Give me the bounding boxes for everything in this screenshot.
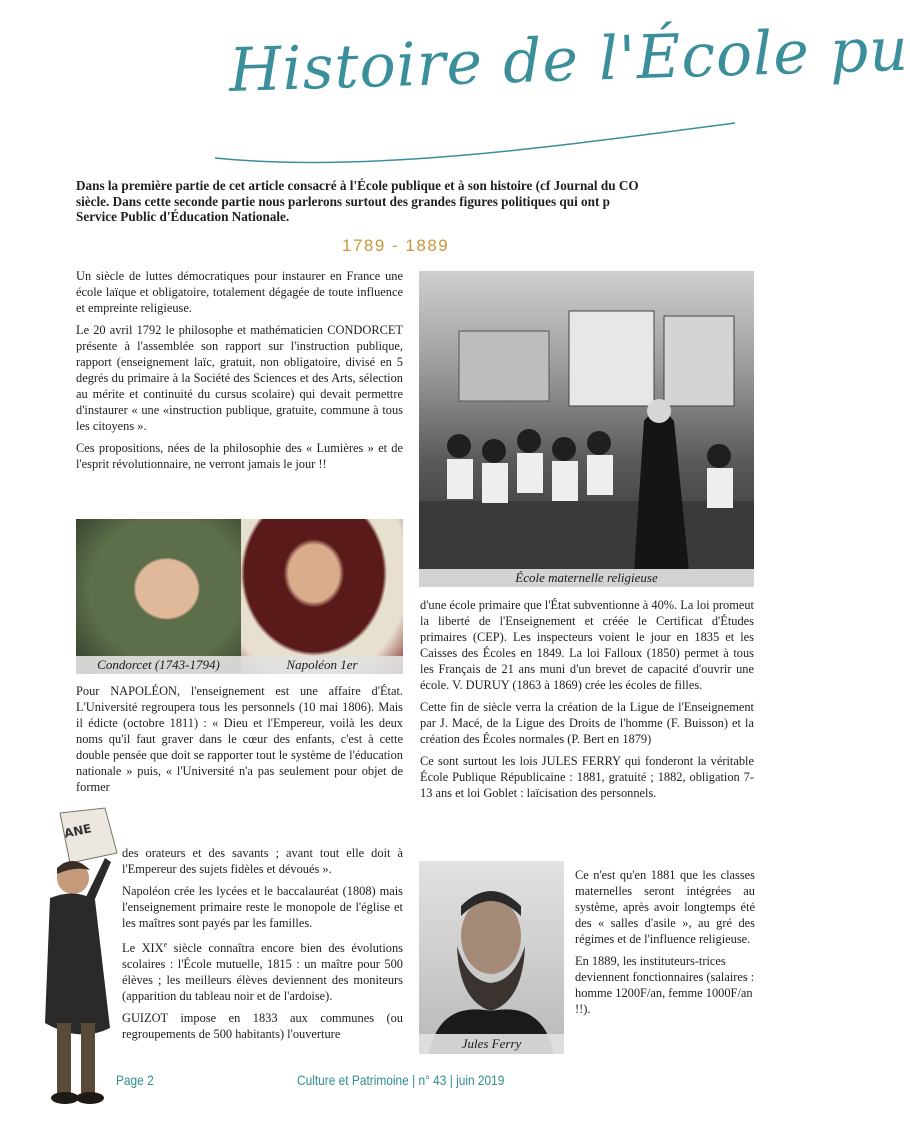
- jules-ferry-portrait: [419, 861, 564, 1054]
- paragraph-lumieres: Ces propositions, nées de la philosophie des « Lumières » et de l'esprit révolutionnaire, ne verront jamais le jour !!: [76, 441, 403, 471]
- page-title: Histoire de l'École pu: [228, 14, 910, 106]
- paragraph-ferry-lois: Ce sont surtout les lois JULES FERRY qui fonderont la véritable École Publique Républicaine : 1881, gratuité ; 1882, obligation 7-13 ans et loi Goblet : laïcisation des personnels.: [420, 754, 754, 800]
- napoleon-caption: Napoléon 1er: [241, 656, 403, 674]
- right-column-lower: [575, 867, 755, 1023]
- footer-page-number: Page 2: [116, 1072, 154, 1088]
- condorcet-caption: Condorcet (1743-1794): [76, 656, 241, 674]
- ferry-figure: [419, 861, 564, 1054]
- intro-line-3: Service Public d'Éducation Nationale.: [76, 209, 290, 224]
- left-column-top: [76, 268, 403, 478]
- left-column-napoleon: [76, 683, 403, 795]
- intro-line-2: siècle. Dans cette seconde partie nous parlerons surtout des grandes figures politiques qui ont p: [76, 193, 610, 209]
- classroom-caption: École maternelle religieuse: [419, 569, 754, 587]
- footer-publication: Culture et Patrimoine | n° 43 | juin 2019: [297, 1072, 505, 1088]
- period-heading: 1789 - 1889: [342, 236, 450, 255]
- classroom-scene: [419, 271, 754, 587]
- napoleon-portrait: [241, 519, 403, 674]
- condorcet-portrait: [76, 519, 241, 674]
- paragraph-napoleon-quote-end: des orateurs et des savants ; avant tout elle doit à l'Empereur des sujets fidèles et dévoués ».: [122, 846, 403, 876]
- paragraph-maternelles: Ce n'est qu'en 1881 que les classes maternelles seront intégrées au système, après avoir longtemps été des « salles d'asile », au gré des régimes et de l'influence religieuse.: [575, 868, 755, 946]
- ferry-caption: Jules Ferry: [419, 1034, 564, 1054]
- xix-prefix: Le XIX: [122, 941, 164, 956]
- classroom-photo: [419, 271, 754, 587]
- intro-paragraph: [76, 178, 836, 225]
- child-ane-illustration: [35, 808, 125, 1118]
- right-column: [420, 597, 754, 807]
- paragraph-guizot-cont: d'une école primaire que l'État subventionne à 40%. La loi promeut la liberté de l'Enseignement et créée le Certificat d'Études primaires (CEP). Les inspecteurs voient le jour en 1835 et les Caisses des Écoles en 1849. La loi Falloux (1850) permet à tous les Français de 21 ans muni d'un brevet de capacité d'ouvrir une école. V. DURUY (1863 à 1869) crée les écoles de filles.: [420, 598, 754, 692]
- xix-text: siècle connaîtra encore bien des évolutions scolaires : l'École mutuelle, 1815 : un maître pour 500 élèves ; les meilleurs élèves deviennent des moniteurs (apparition du tableau noir et de l'ardoise).: [122, 941, 403, 1004]
- paragraph-fonctionnaires: En 1889, les instituteurs-trices deviennent fonctionnaires (salaires : homme 1200F/an, femme 1000F/an !!).: [575, 954, 755, 1016]
- paragraph-fin-de-siecle: Cette fin de siècle verra la création de la Ligue de l'Enseignement par J. Macé, de la Ligue des Droits de l'homme (F. Buisson) et la création des Écoles normales (P. Bert en 1879): [420, 700, 754, 746]
- xix-superscript: e: [163, 940, 168, 949]
- title-swash-decoration: [215, 118, 735, 178]
- paragraph-napoleon: Pour NAPOLÉON, l'enseignement est une affaire d'État. L'Université regroupera tous les personnels (10 mai 1806). Mais il édicte (octobre 1811) : « Dieu et l'Empereur, voilà les deux noms qu'il faut graver dans le cœur des enfants, c'est à cette double pensée que doit se rapporter tout le système de l'éducation nationale » puis, « l'Université n'a pas seulement pour objet de former: [76, 684, 403, 794]
- intro-line-1: Dans la première partie de cet article consacré à l'École publique et à son histoire (cf Journal du CO: [76, 178, 639, 193]
- paragraph-guizot: GUIZOT impose en 1833 aux communes (ou regroupements de 500 habitants) l'ouverture: [122, 1011, 403, 1042]
- paragraph-condorcet: Le 20 avril 1792 le philosophe et mathématicien CONDORCET présente à l'assemblée son rapport sur l'instruction publique, rapport (enseignement laïc, gratuit, non obligatoire, divisé en 5 degrés du primaire à la Société des Sciences et des Arts, sélection au mérite et continuité du cursus scolaire) qui devait permettre d'instaurer « une «instruction publique, gratuite, commune à tous les citoyens ».: [76, 323, 403, 433]
- ane-sign-text: ANE: [62, 821, 93, 841]
- left-column-lower: [122, 845, 403, 1048]
- paragraph-lycees: Napoléon crée les lycées et le baccalauréat (1808) mais l'enseignement primaire reste le monopole de l'église et les maîtres sont payés par les familles.: [122, 884, 403, 930]
- paragraph-luttes: Un siècle de luttes démocratiques pour instaurer en France une école laïque et obligatoire, totalement dégagée de toute influence et empreinte religieuse.: [76, 269, 403, 315]
- paragraph-xix-siecle: [122, 937, 403, 1004]
